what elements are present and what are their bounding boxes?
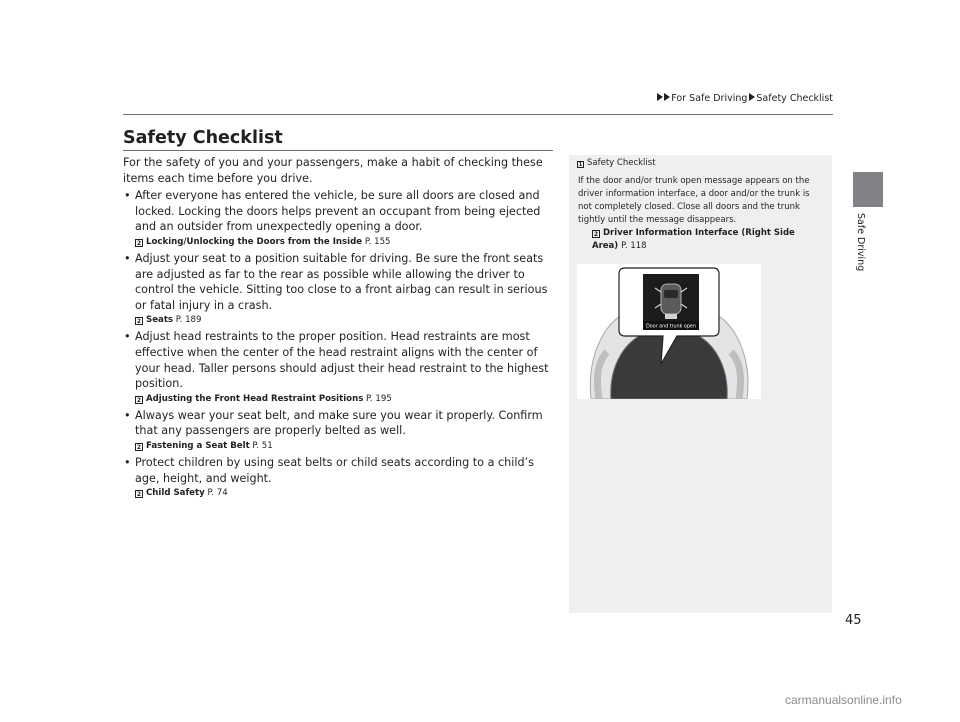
header-rule bbox=[123, 114, 833, 115]
reference-arrow-icon: 2 bbox=[136, 396, 142, 404]
note-marker-icon: 1 bbox=[578, 162, 583, 168]
checklist-item: • Always wear your seat belt, and make sure you wear it properly. Confirm that any passengers are properly belted as well. bbox=[124, 408, 543, 438]
arrow-right-icon bbox=[657, 93, 663, 101]
breadcrumb-current: Safety Checklist bbox=[756, 93, 833, 104]
cross-reference-link[interactable]: 2 Driver Information Interface (Right Side Area) P. 118 bbox=[592, 228, 795, 251]
checklist-item: • Protect children by using seat belts or child seats according to a child’s age, height, and weight. bbox=[124, 455, 534, 485]
steering-wheel-display-drawing bbox=[577, 264, 761, 399]
page-number: 45 bbox=[845, 613, 862, 628]
display-caption: Door and trunk open bbox=[646, 324, 696, 330]
side-note-body bbox=[578, 175, 816, 253]
breadcrumb-section[interactable]: For Safe Driving bbox=[671, 93, 748, 104]
arrow-right-icon bbox=[664, 93, 670, 101]
reference-arrow-icon: 2 bbox=[136, 318, 142, 326]
page-title: Safety Checklist bbox=[123, 128, 283, 148]
intro-paragraph: For the safety of you and your passengers, make a habit of checking these items each time before you drive. bbox=[123, 156, 543, 185]
cross-reference-link[interactable]: 2 Locking/Unlocking the Doors from the Inside P. 155 bbox=[136, 236, 391, 247]
cross-reference-link[interactable]: 2 Fastening a Seat Belt P. 51 bbox=[136, 440, 273, 451]
breadcrumb bbox=[500, 93, 833, 104]
cross-reference-link[interactable]: 2 Seats P. 189 bbox=[136, 315, 202, 326]
cross-reference-link[interactable]: 2 Adjusting the Front Head Restraint Positions P. 195 bbox=[136, 393, 392, 404]
reference-arrow-icon: 2 bbox=[593, 231, 599, 238]
reference-arrow-icon: 2 bbox=[136, 491, 142, 499]
section-tab-label: Safe Driving bbox=[855, 213, 866, 272]
cross-reference-link[interactable]: 2 Child Safety P. 74 bbox=[136, 488, 228, 499]
arrow-right-icon bbox=[749, 93, 755, 101]
section-tab-marker bbox=[853, 172, 883, 207]
side-note-text: If the door and/or trunk open message appears on the driver information interface, a door and/or the trunk is not completely closed. Close all doors and the trunk tightly until the message disappears. bbox=[578, 176, 810, 225]
reference-arrow-icon: 2 bbox=[136, 443, 142, 451]
main-content bbox=[123, 155, 555, 502]
checklist-item: • After everyone has entered the vehicle, be sure all doors are closed and locked. Locking the doors helps prevent an occupant from being ejected and an outsider from unexpectedly opening a door. bbox=[124, 189, 541, 234]
reference-arrow-icon: 2 bbox=[136, 239, 142, 247]
checklist-item: • Adjust head restraints to the proper position. Head restraints are most effective when the center of the head restraint aligns with the center of your head. Taller persons should adjust their head restraint to the highest position. bbox=[124, 330, 549, 391]
instrument-panel-illustration bbox=[577, 264, 761, 399]
checklist-item: • Adjust your seat to a position suitable for driving. Be sure the front seats are adjusted as far to the rear as possible while allowing the driver to control the vehicle. Sitting too close to a front airbag can result in serious or fatal injury in a crash. bbox=[124, 251, 548, 312]
side-note-heading: 1 Safety Checklist bbox=[578, 158, 656, 168]
title-rule bbox=[123, 150, 553, 151]
footer-watermark: carmanualsonline.info bbox=[785, 693, 902, 707]
